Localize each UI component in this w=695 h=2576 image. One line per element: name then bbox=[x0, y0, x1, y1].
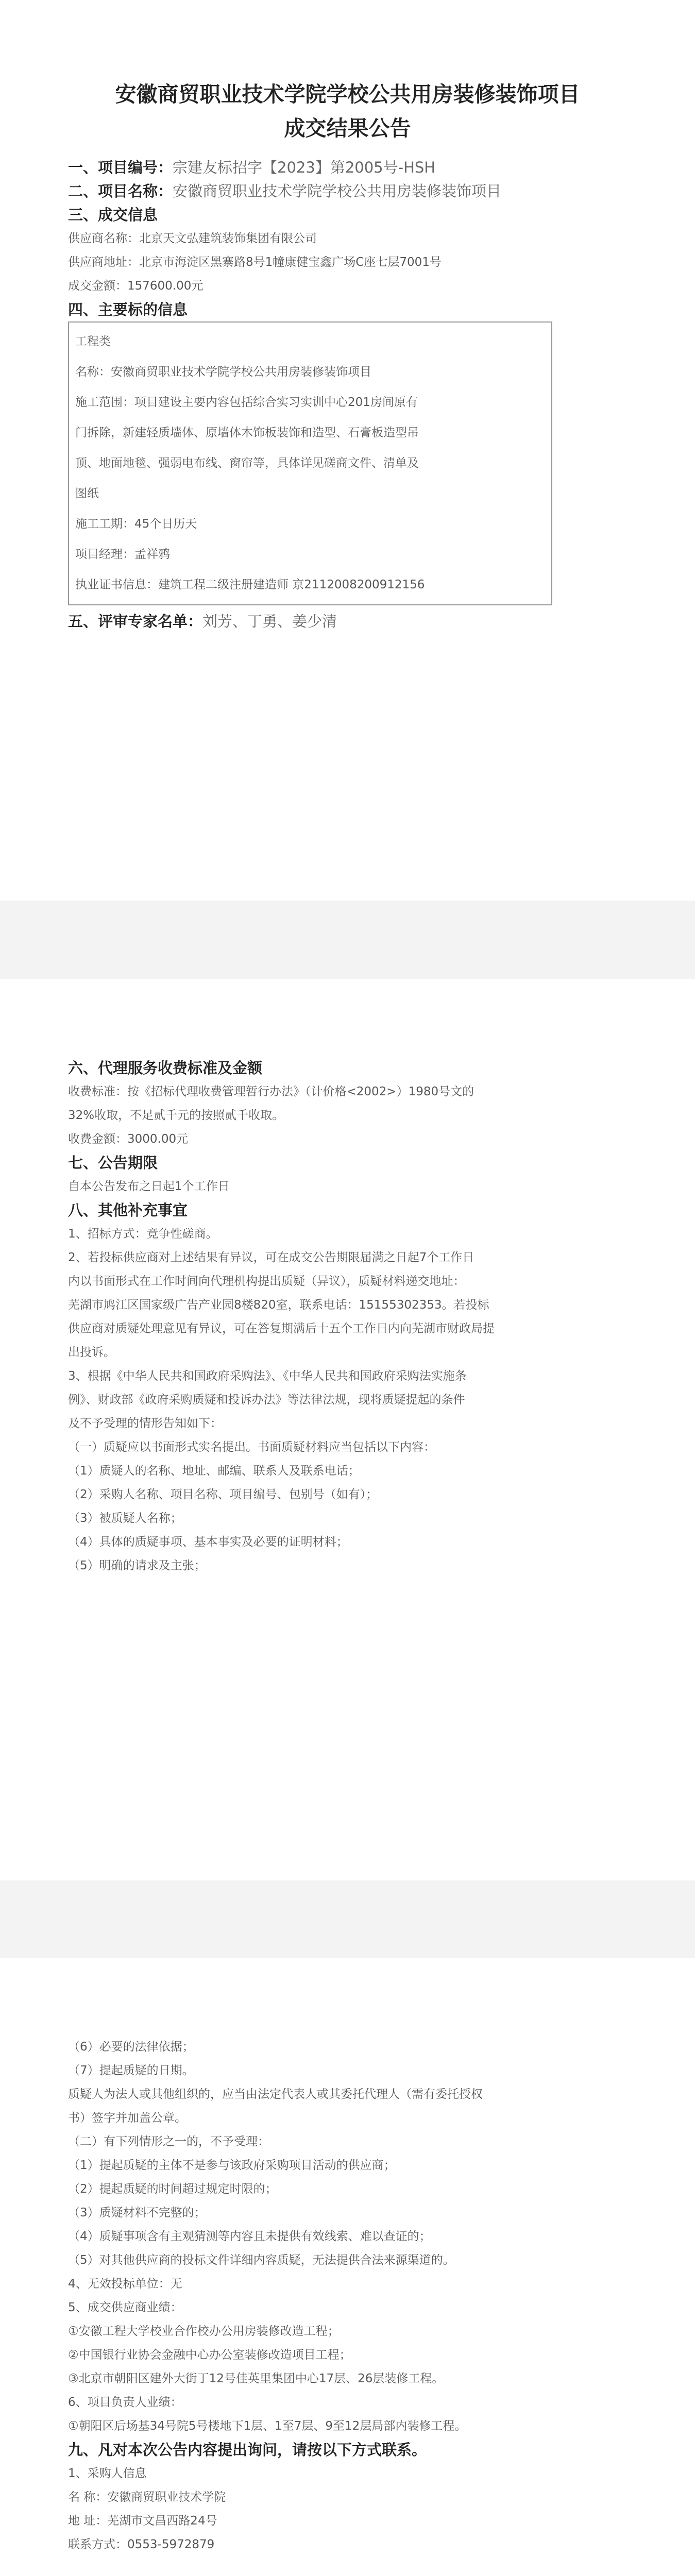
page-2 bbox=[0, 979, 695, 1880]
supplement-line: ①朝阳区后场基34号院5号楼地下1层、1至7层、9至12层局部内装修工程。 bbox=[68, 2419, 467, 2433]
supplement-line: 2、若投标供应商对上述结果有异议，可在成交公告期限届满之日起7个工作日 bbox=[68, 1251, 474, 1264]
fee-line: 32%收取，不足贰千元的按照贰千收取。 bbox=[68, 1109, 284, 1122]
contact-line: 联系方式：0553-5972879 bbox=[68, 2538, 215, 2551]
box-line: 名称：安徽商贸职业技术学院学校公共用房装修装饰项目 bbox=[75, 365, 371, 379]
supplement-line: 6、项目负责人业绩： bbox=[68, 2396, 182, 2409]
supplement-line: （6）必要的法律依据； bbox=[68, 2040, 194, 2054]
page-1 bbox=[0, 0, 695, 901]
section-heading-period: 七、公告期限 bbox=[68, 1154, 158, 1172]
page-title bbox=[68, 0, 627, 145]
supplement-line: 书）签字并加盖公章。 bbox=[68, 2111, 187, 2125]
expert-list-value: 刘芳、丁勇、姜少清 bbox=[202, 613, 337, 630]
supplement-line: （4）具体的质疑事项、基本事实及必要的证明材料； bbox=[68, 1535, 348, 1549]
supplement-line: 5、成交供应商业绩： bbox=[68, 2301, 182, 2314]
supplement-line: ③北京市朝阳区建外大街丁12号佳英里集团中心17层、26层装修工程。 bbox=[68, 2372, 444, 2385]
section-heading-supplement: 八、其他补充事宜 bbox=[68, 1201, 188, 1219]
supplement-line: （1）提起质疑的主体不是参与该政府采购项目活动的供应商； bbox=[68, 2159, 396, 2172]
contact-line: 地 址：芜湖市文昌西路24号 bbox=[68, 2514, 217, 2528]
box-line: 施工工期：45个日历天 bbox=[75, 517, 197, 531]
project-name bbox=[68, 179, 627, 203]
contact-line: 名 称：安徽商贸职业技术学院 bbox=[68, 2490, 226, 2504]
supplement-line: （3）质疑材料不完整的； bbox=[68, 2206, 206, 2219]
supplement-line: 1、招标方式：竞争性磋商。 bbox=[68, 1227, 218, 1241]
supplement-line: （7）提起质疑的日期。 bbox=[68, 2064, 194, 2077]
supplement-line: （4）质疑事项含有主观猜测等内容且未提供有效线索、难以查证的； bbox=[68, 2230, 431, 2243]
supplement-line: 供应商对质疑处理意见有异议，可在答复期满后十五个工作日内向芜湖市财政局提 bbox=[68, 1322, 495, 1335]
section-heading-subject-info: 四、主要标的信息 bbox=[68, 301, 188, 318]
section-heading-deal-info: 三、成交信息 bbox=[68, 206, 158, 224]
expert-list-label: 五、评审专家名单： bbox=[68, 613, 203, 630]
box-line: 门拆除，新建轻质墙体、原墙体木饰板装饰和造型、石膏板造型吊 bbox=[75, 426, 419, 439]
subject-info-box bbox=[68, 321, 552, 605]
supplement-line: （3）被质疑人名称； bbox=[68, 1512, 182, 1525]
contact-line: 1、采购人信息 bbox=[68, 2467, 147, 2480]
project-number bbox=[68, 156, 627, 179]
supplement-line: （2）采购人名称、项目名称、项目编号、包别号（如有）； bbox=[68, 1488, 378, 1501]
supplier-name: 供应商名称：北京天文弘建筑装饰集团有限公司 bbox=[68, 232, 317, 245]
fee-line: 收费标准：按《招标代理收费管理暂行办法》（计价格<2002>）1980号文的 bbox=[68, 1085, 474, 1098]
section-heading-contact: 九、凡对本次公告内容提出询问，请按以下方式联系。 bbox=[68, 2441, 427, 2459]
supplement-line: （1）质疑人的名称、地址、邮编、联系人及联系电话； bbox=[68, 1464, 360, 1478]
supplement-line: 质疑人为法人或其他组织的，应当由法定代表人或其委托代理人（需有委托授权 bbox=[68, 2088, 483, 2101]
box-line: 施工范围：项目建设主要内容包括综合实习实训中心201房间原有 bbox=[75, 396, 418, 409]
supplier-address: 供应商地址：北京市海淀区黑寨路8号1幢康健宝鑫广场C座七层7001号 bbox=[68, 256, 442, 269]
supplement-line: ①安徽工程大学校业合作校办公用房装修改造工程； bbox=[68, 2325, 340, 2338]
supplement-line: （二）有下列情形之一的，不予受理： bbox=[68, 2135, 269, 2148]
expert-list bbox=[68, 609, 627, 633]
section-heading-fee: 六、代理服务收费标准及金额 bbox=[68, 1059, 263, 1077]
period-line: 自本公告发布之日起1个工作日 bbox=[68, 1180, 230, 1193]
supplement-line: 出投诉。 bbox=[68, 1346, 115, 1359]
box-line: 图纸 bbox=[75, 487, 99, 500]
project-number-value: 宗建友标招字【2023】第2005号-HSH bbox=[173, 159, 436, 176]
box-line: 工程类 bbox=[75, 335, 111, 348]
project-name-value: 安徽商贸职业技术学院学校公共用房装修装饰项目 bbox=[173, 182, 502, 200]
supplement-line: 内以书面形式在工作时间向代理机构提出质疑（异议），质疑材料递交地址： bbox=[68, 1275, 465, 1288]
title-line-2: 成交结果公告 bbox=[284, 116, 411, 141]
supplement-line: ②中国银行业协会金融中心办公室装修改造项目工程； bbox=[68, 2348, 351, 2362]
supplement-line: 芜湖市鸠江区国家级广告产业园8楼820室，联系电话：15155302353。若投标 bbox=[68, 1298, 489, 1312]
supplement-line: 3、根据《中华人民共和国政府采购法》、《中华人民共和国政府采购法实施条 bbox=[68, 1369, 467, 1383]
box-line: 执业证书信息：建筑工程二级注册建造师 京2112008200912156 bbox=[75, 578, 425, 591]
page-3 bbox=[0, 1958, 695, 2576]
fee-amount: 收费金额：3000.00元 bbox=[68, 1132, 189, 1146]
deal-amount: 成交金额：157600.00元 bbox=[68, 279, 204, 293]
supplement-line: （2）提起质疑的时间超过规定时限的； bbox=[68, 2182, 277, 2196]
project-name-label: 二、项目名称： bbox=[68, 182, 173, 200]
supplement-line: （一）质疑应以书面形式实名提出。书面质疑材料应当包括以下内容： bbox=[68, 1440, 435, 1454]
supplement-line: 及不予受理的情形告知如下： bbox=[68, 1417, 222, 1430]
supplement-line: 例》、财政部《政府采购质疑和投诉办法》等法律法规，现将质疑提起的条件 bbox=[68, 1393, 465, 1406]
supplement-line: 4、无效投标单位：无 bbox=[68, 2277, 182, 2291]
box-line: 顶、地面地毯、强弱电布线、窗帘等，具体详见磋商文件、清单及 bbox=[75, 456, 419, 470]
supplement-line: （5）对其他供应商的投标文件详细内容质疑，无法提供合法来源渠道的。 bbox=[68, 2253, 455, 2267]
supplement-line: （5）明确的请求及主张； bbox=[68, 1559, 206, 1572]
project-number-label: 一、项目编号： bbox=[68, 159, 173, 176]
title-line-1: 安徽商贸职业技术学院学校公共用房装修装饰项目 bbox=[115, 82, 580, 107]
box-line: 项目经理：孟祥鸦 bbox=[75, 548, 170, 561]
